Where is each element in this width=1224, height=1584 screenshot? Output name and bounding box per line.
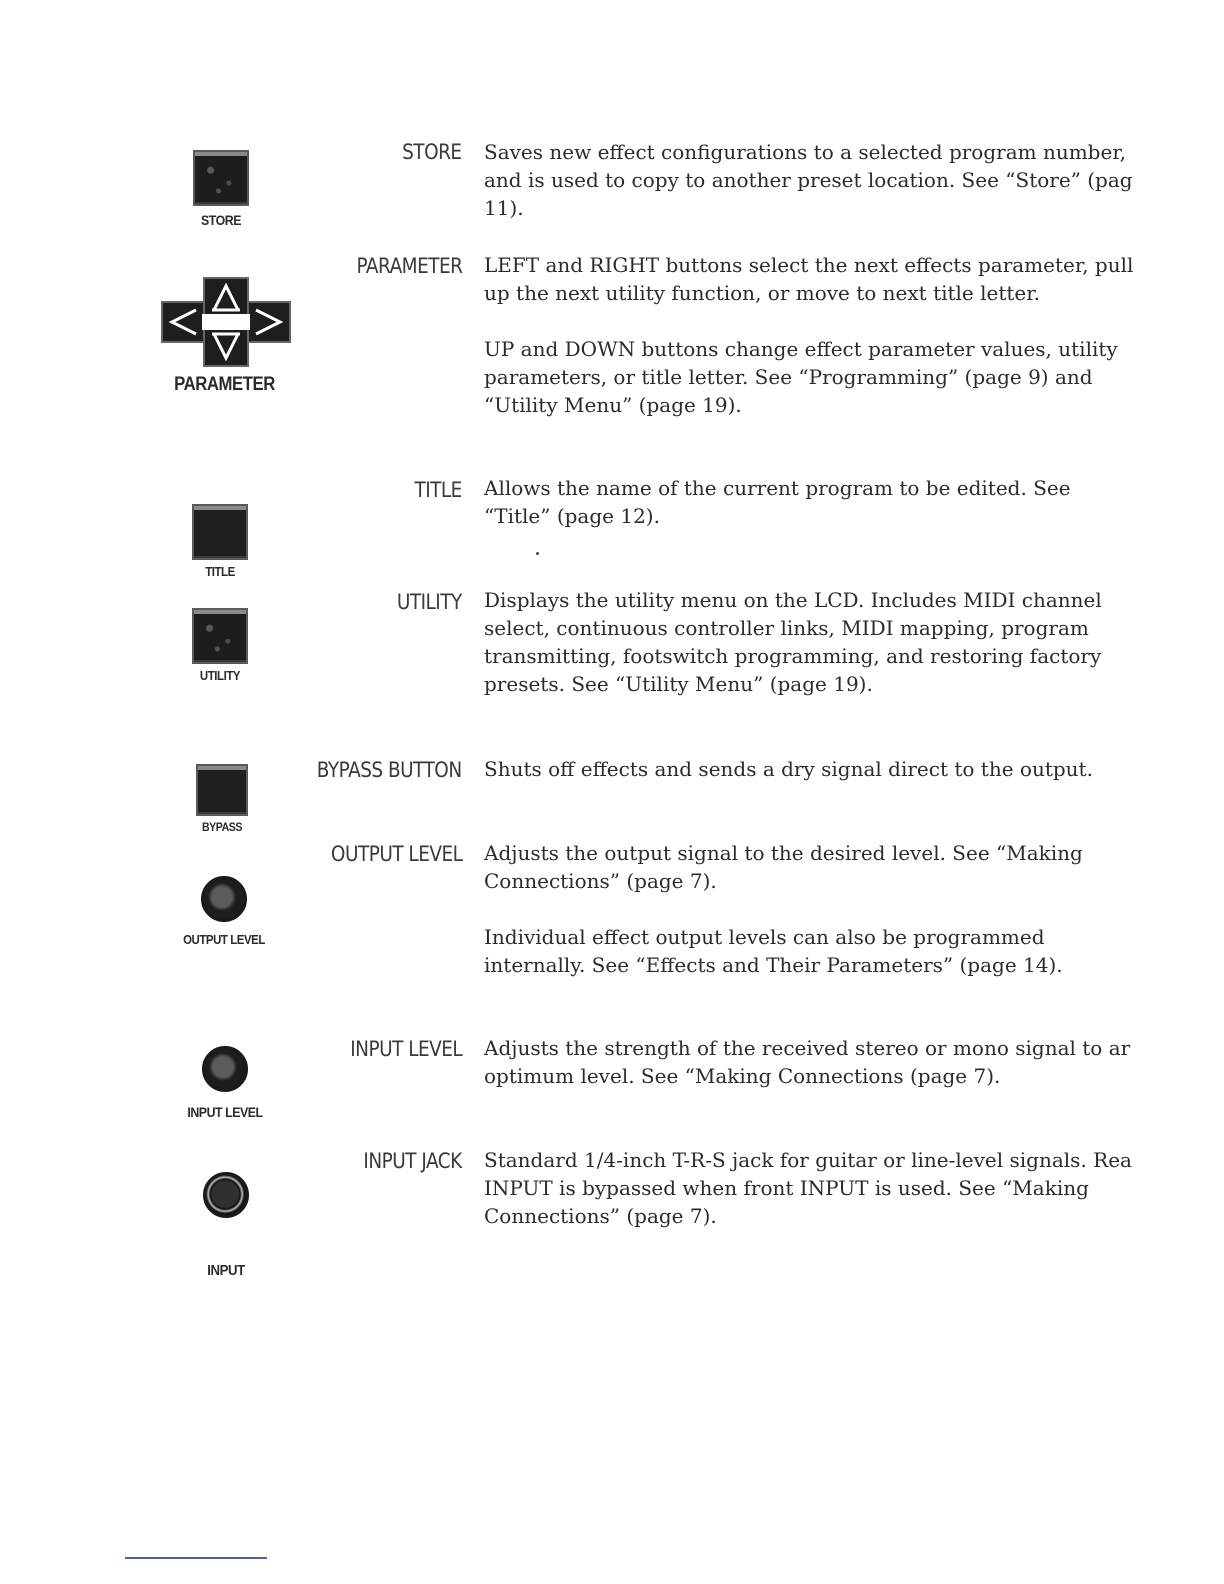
parameter-desc-line: parameters, or title letter. See “Programming” (page 9) and bbox=[484, 365, 1093, 389]
output-level-desc-line: internally. See “Effects and Their Parameters” (page 14). bbox=[484, 953, 1063, 977]
title-desc-line: Allows the name of the current program to be edited. See bbox=[484, 476, 1071, 500]
title-label: TITLE bbox=[414, 478, 462, 502]
output-level-knob-icon bbox=[201, 876, 247, 922]
output-level-icon-group bbox=[166, 876, 282, 947]
bypass-desc-line: Shuts off effects and sends a dry signal direct to the output. bbox=[484, 757, 1093, 781]
parameter-desc-line: LEFT and RIGHT buttons select the next effects parameter, pull bbox=[484, 253, 1134, 277]
input-level-knob-icon bbox=[202, 1046, 248, 1092]
input-jack-label: INPUT JACK bbox=[363, 1149, 462, 1173]
output-level-icon-caption: OUTPUT LEVEL bbox=[183, 932, 265, 947]
output-level-desc-line: Individual effect output levels can also be programmed bbox=[484, 925, 1045, 949]
parameter-description bbox=[484, 251, 1184, 419]
title-icon-group bbox=[184, 504, 256, 579]
parameter-label: PARAMETER bbox=[355, 254, 462, 278]
utility-desc-line: transmitting, footswitch programming, and restoring factory bbox=[484, 644, 1102, 668]
utility-icon-group bbox=[184, 608, 256, 683]
title-description bbox=[484, 474, 1184, 530]
store-desc-line: 11). bbox=[484, 196, 524, 220]
title-button-icon bbox=[192, 504, 248, 560]
utility-desc-line: select, continuous controller links, MIDI mapping, program bbox=[484, 616, 1089, 640]
utility-desc-line: presets. See “Utility Menu” (page 19). bbox=[484, 672, 873, 696]
store-icon-caption: STORE bbox=[200, 212, 242, 228]
utility-icon-caption: UTILITY bbox=[199, 668, 241, 683]
input-level-label: INPUT LEVEL bbox=[350, 1037, 462, 1061]
utility-desc-line: Displays the utility menu on the LCD. Includes MIDI channel bbox=[484, 588, 1102, 612]
parameter-icon-caption: PARAMETER bbox=[174, 374, 275, 395]
store-desc-line: and is used to copy to another preset location. See “Store” (pag bbox=[484, 168, 1133, 192]
input-level-description bbox=[484, 1034, 1184, 1090]
store-button-icon bbox=[193, 150, 249, 206]
store-icon-group bbox=[186, 150, 256, 228]
parameter-desc-line: “Utility Menu” (page 19). bbox=[484, 393, 742, 417]
bypass-icon-group bbox=[186, 764, 258, 834]
input-level-desc-line: optimum level. See “Making Connections (page 7). bbox=[484, 1064, 1001, 1088]
store-desc-line: Saves new effect configurations to a selected program number, bbox=[484, 140, 1127, 164]
utility-button-icon bbox=[192, 608, 248, 664]
output-level-desc-line: Adjusts the output signal to the desired level. See “Making bbox=[484, 841, 1083, 865]
input-jack-desc-line: INPUT is bypassed when front INPUT is used. See “Making bbox=[484, 1176, 1089, 1200]
title-icon-caption: TITLE bbox=[205, 564, 235, 579]
input-jack-description bbox=[484, 1146, 1184, 1230]
parameter-arrows-icon bbox=[158, 276, 292, 368]
footer-rule bbox=[125, 1557, 267, 1559]
input-jack-desc-line: Standard 1/4-inch T-R-S jack for guitar or line-level signals. Rea bbox=[484, 1148, 1132, 1172]
utility-label: UTILITY bbox=[397, 590, 462, 614]
input-level-desc-line: Adjusts the strength of the received stereo or mono signal to ar bbox=[484, 1036, 1131, 1060]
output-level-desc-line: Connections” (page 7). bbox=[484, 869, 717, 893]
input-level-icon-caption: INPUT LEVEL bbox=[187, 1104, 263, 1120]
store-description bbox=[484, 138, 1184, 222]
input-jack-icon bbox=[203, 1172, 249, 1218]
stray-dot bbox=[536, 552, 539, 555]
parameter-icon-group bbox=[152, 276, 297, 396]
parameter-desc-line: UP and DOWN buttons change effect parameter values, utility bbox=[484, 337, 1118, 361]
bypass-button-icon bbox=[196, 764, 248, 816]
bypass-description bbox=[484, 755, 1184, 783]
input-jack-icon-caption: INPUT bbox=[207, 1262, 245, 1279]
store-label: STORE bbox=[402, 140, 462, 164]
title-desc-line: “Title” (page 12). bbox=[484, 504, 660, 528]
utility-description bbox=[484, 586, 1184, 698]
parameter-desc-line: up the next utility function, or move to next title letter. bbox=[484, 281, 1040, 305]
bypass-icon-caption: BYPASS bbox=[201, 820, 243, 834]
input-jack-icon-group bbox=[186, 1172, 266, 1279]
input-level-icon-group bbox=[170, 1046, 280, 1120]
output-level-label: OUTPUT LEVEL bbox=[330, 842, 462, 866]
output-level-description bbox=[484, 839, 1184, 979]
bypass-label: BYPASS BUTTON bbox=[317, 758, 462, 782]
input-jack-desc-line: Connections” (page 7). bbox=[484, 1204, 717, 1228]
